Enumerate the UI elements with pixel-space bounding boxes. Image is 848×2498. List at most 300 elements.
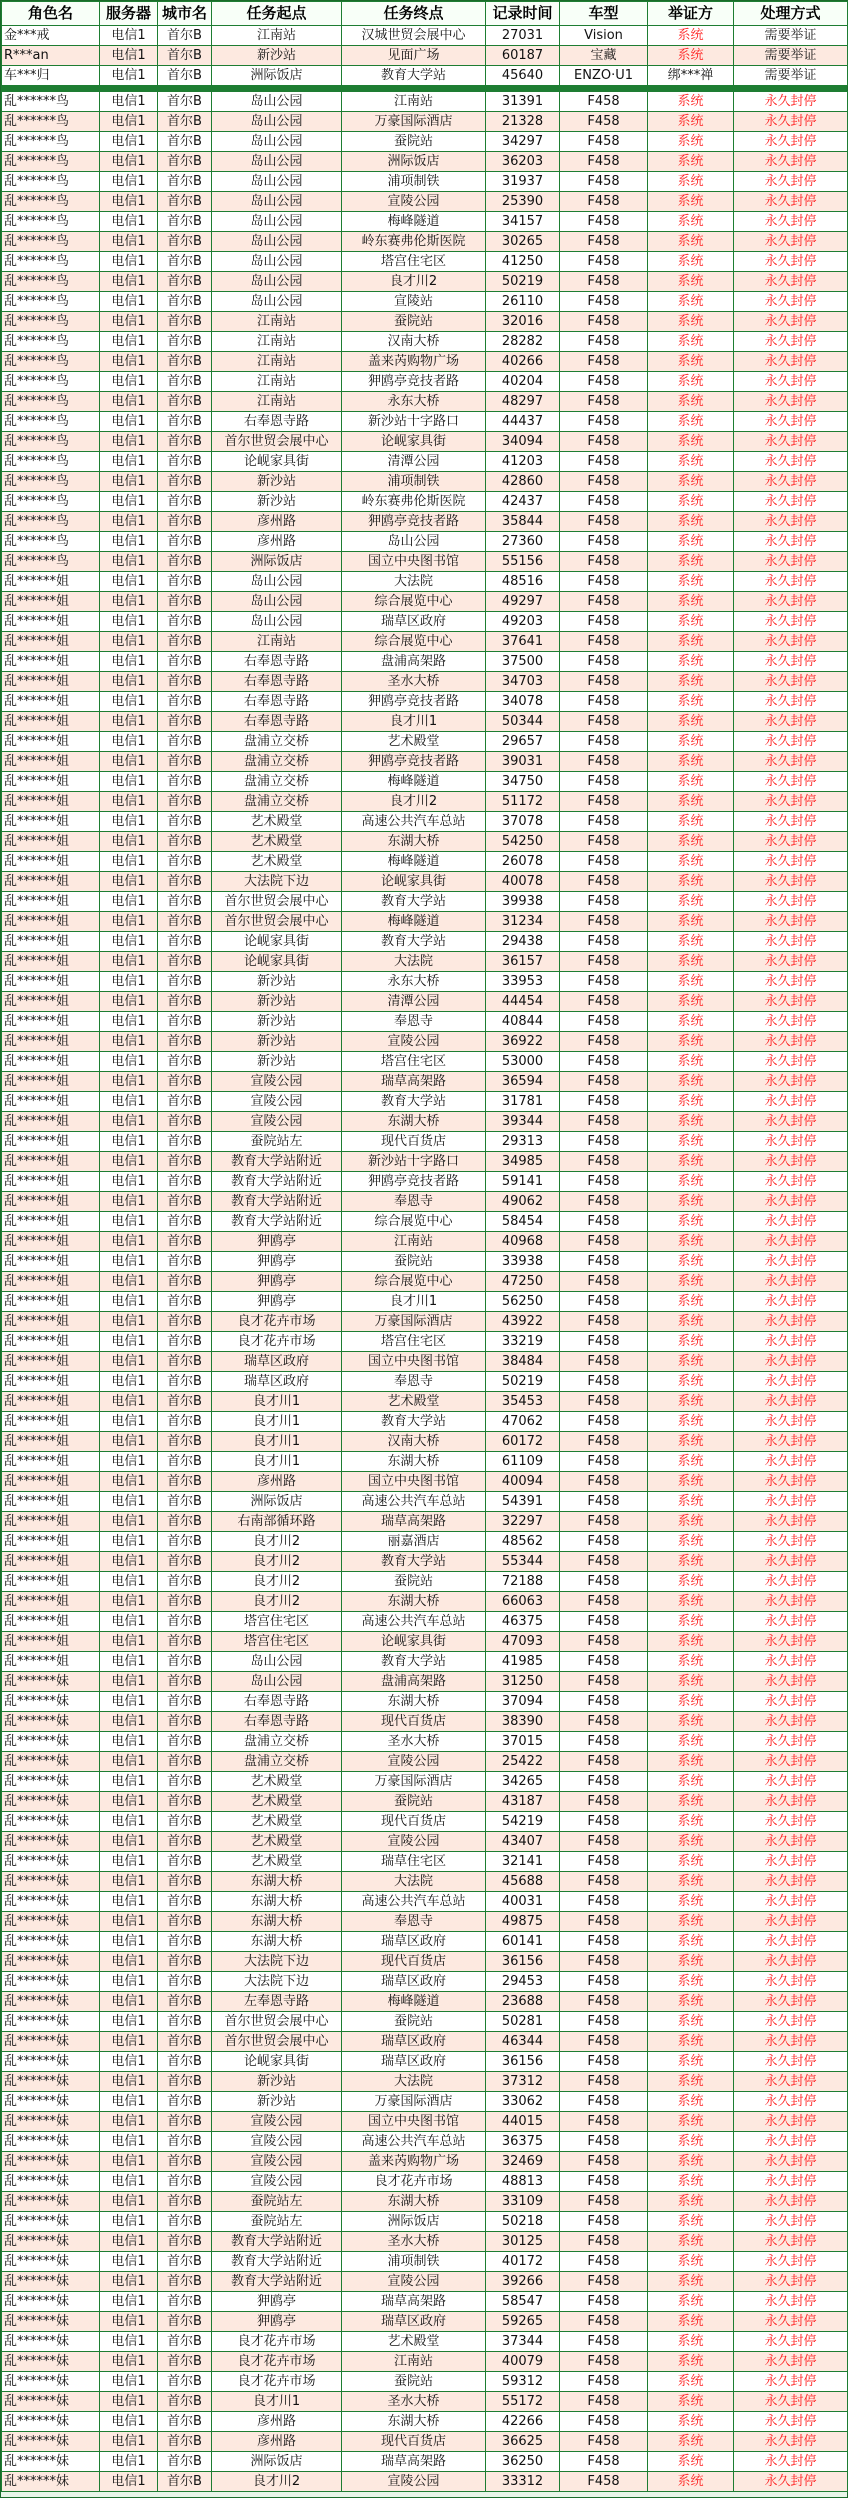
table-row (2, 2132, 848, 2152)
cell-reporter: 系统 (648, 872, 734, 892)
cell-start-point: 良才川1 (212, 1392, 342, 1412)
cell-action: 永久封停 (734, 492, 848, 512)
table-row (2, 552, 848, 572)
cell-city: 首尔B (158, 632, 212, 652)
table-row (2, 352, 848, 372)
cell-role-name: 乱******鸟 (2, 352, 100, 372)
cell-car-model: F458 (560, 312, 648, 332)
cell-record-time: 48297 (486, 392, 560, 412)
cell-server: 电信1 (100, 432, 158, 452)
cell-record-time: 47250 (486, 1272, 560, 1292)
cell-reporter: 绑***禅 (648, 66, 734, 86)
cell-action: 永久封停 (734, 1832, 848, 1852)
cell-end-point: 狎鸥亭竞技者路 (342, 1172, 486, 1192)
cell-role-name: 乱******妹 (2, 1992, 100, 2012)
cell-reporter: 系统 (648, 712, 734, 732)
table-row (2, 292, 848, 312)
cell-car-model: F458 (560, 2472, 648, 2492)
cell-end-point: 综合展览中心 (342, 1212, 486, 1232)
table-row (2, 692, 848, 712)
cell-server: 电信1 (100, 1112, 158, 1132)
cell-action: 永久封停 (734, 1172, 848, 1192)
cell-start-point: 艺术殿堂 (212, 812, 342, 832)
cell-start-point: 良才花卉市场 (212, 2332, 342, 2352)
cell-action: 永久封停 (734, 1392, 848, 1412)
cell-server: 电信1 (100, 1252, 158, 1272)
cell-reporter: 系统 (648, 632, 734, 652)
cell-server: 电信1 (100, 2092, 158, 2112)
cell-action: 永久封停 (734, 1472, 848, 1492)
cell-start-point: 江南站 (212, 332, 342, 352)
cell-server: 电信1 (100, 1452, 158, 1472)
cell-role-name: 乱******鸟 (2, 412, 100, 432)
cell-city: 首尔B (158, 1452, 212, 1472)
header-server: 服务器 (100, 2, 158, 26)
cell-record-time: 44015 (486, 2112, 560, 2132)
cell-action: 永久封停 (734, 1272, 848, 1292)
cell-car-model: F458 (560, 1912, 648, 1932)
cell-role-name: 乱******妹 (2, 2072, 100, 2092)
cell-server: 电信1 (100, 1152, 158, 1172)
cell-car-model: F458 (560, 392, 648, 412)
header-city: 城市名 (158, 2, 212, 26)
cell-server: 电信1 (100, 492, 158, 512)
cell-city: 首尔B (158, 472, 212, 492)
cell-action: 永久封停 (734, 392, 848, 412)
cell-car-model: F458 (560, 1512, 648, 1532)
cell-car-model: F458 (560, 1952, 648, 1972)
table-row (2, 372, 848, 392)
cell-end-point: 万豪国际酒店 (342, 112, 486, 132)
cell-role-name: 乱******姐 (2, 1132, 100, 1152)
cell-action: 永久封停 (734, 1092, 848, 1112)
cell-role-name: 乱******妹 (2, 1932, 100, 1952)
cell-record-time: 47062 (486, 1412, 560, 1432)
cell-car-model: Vision (560, 26, 648, 46)
cell-record-time: 36203 (486, 152, 560, 172)
cell-car-model: F458 (560, 352, 648, 372)
cell-action: 永久封停 (734, 2192, 848, 2212)
cell-server: 电信1 (100, 2152, 158, 2172)
table-row (2, 2212, 848, 2232)
cell-role-name: 乱******鸟 (2, 212, 100, 232)
cell-action: 永久封停 (734, 1212, 848, 1232)
cell-city: 首尔B (158, 1332, 212, 1352)
cell-car-model: F458 (560, 132, 648, 152)
cell-reporter: 系统 (648, 952, 734, 972)
cell-role-name: 乱******姐 (2, 1372, 100, 1392)
cell-car-model: F458 (560, 2132, 648, 2152)
cell-action: 永久封停 (734, 1852, 848, 1872)
cell-reporter: 系统 (648, 1352, 734, 1372)
cell-car-model: F458 (560, 992, 648, 1012)
cell-car-model: F458 (560, 2112, 648, 2132)
cell-start-point: 教育大学站附近 (212, 1152, 342, 1172)
cell-car-model: F458 (560, 1052, 648, 1072)
cell-end-point: 岭东赛弗伦斯医院 (342, 232, 486, 252)
cell-car-model: F458 (560, 612, 648, 632)
table-row (2, 1072, 848, 1092)
cell-reporter: 系统 (648, 512, 734, 532)
cell-role-name: 乱******姐 (2, 1332, 100, 1352)
table-row (2, 952, 848, 972)
cell-reporter: 系统 (648, 2272, 734, 2292)
cell-action: 永久封停 (734, 1932, 848, 1952)
cell-action: 永久封停 (734, 2232, 848, 2252)
cell-action: 永久封停 (734, 2012, 848, 2032)
table-row (2, 192, 848, 212)
cell-record-time: 37344 (486, 2332, 560, 2352)
cell-car-model: F458 (560, 2092, 648, 2112)
cell-car-model: F458 (560, 1752, 648, 1772)
cell-role-name: 乱******妹 (2, 1852, 100, 1872)
ban-rows (2, 92, 848, 2492)
cell-record-time: 39266 (486, 2272, 560, 2292)
cell-action: 永久封停 (734, 512, 848, 532)
cell-action: 永久封停 (734, 1872, 848, 1892)
cell-action: 永久封停 (734, 1052, 848, 1072)
cell-action: 永久封停 (734, 2312, 848, 2332)
table-row (2, 2272, 848, 2292)
cell-role-name: 乱******姐 (2, 1392, 100, 1412)
cell-car-model: F458 (560, 252, 648, 272)
cell-car-model: F458 (560, 1652, 648, 1672)
cell-action: 需要举证 (734, 26, 848, 46)
cell-city: 首尔B (158, 1132, 212, 1152)
table-row (2, 2292, 848, 2312)
cell-end-point: 蚕院站 (342, 1792, 486, 1812)
cell-record-time: 33938 (486, 1252, 560, 1272)
cell-action: 永久封停 (734, 452, 848, 472)
cell-server: 电信1 (100, 1372, 158, 1392)
cell-end-point: 梅峰隧道 (342, 1992, 486, 2012)
cell-car-model: F458 (560, 892, 648, 912)
table-row (2, 2452, 848, 2472)
cell-end-point: 永东大桥 (342, 972, 486, 992)
cell-car-model: F458 (560, 1172, 648, 1192)
cell-record-time: 66063 (486, 1592, 560, 1612)
cell-city: 首尔B (158, 572, 212, 592)
cell-reporter: 系统 (648, 972, 734, 992)
cell-car-model: F458 (560, 492, 648, 512)
cell-start-point: 首尔世贸会展中心 (212, 2012, 342, 2032)
cell-role-name: 乱******姐 (2, 1492, 100, 1512)
cell-start-point: 新沙站 (212, 2072, 342, 2092)
cell-record-time: 32469 (486, 2152, 560, 2172)
cell-start-point: 新沙站 (212, 472, 342, 492)
cell-reporter: 系统 (648, 1432, 734, 1452)
cell-server: 电信1 (100, 1412, 158, 1432)
cell-car-model: F458 (560, 272, 648, 292)
cell-reporter: 系统 (648, 26, 734, 46)
cell-action: 永久封停 (734, 372, 848, 392)
cell-action: 永久封停 (734, 652, 848, 672)
cell-action: 永久封停 (734, 1132, 848, 1152)
cell-end-point: 良才川1 (342, 1292, 486, 1312)
cell-reporter: 系统 (648, 292, 734, 312)
cell-role-name: 乱******姐 (2, 732, 100, 752)
cell-record-time: 21328 (486, 112, 560, 132)
cell-car-model: F458 (560, 452, 648, 472)
cell-car-model: F458 (560, 432, 648, 452)
cell-reporter: 系统 (648, 752, 734, 772)
cell-end-point: 教育大学站 (342, 1092, 486, 1112)
table-row (2, 1672, 848, 1692)
cell-end-point: 东湖大桥 (342, 1592, 486, 1612)
cell-end-point: 宣陵公园 (342, 192, 486, 212)
cell-record-time: 46375 (486, 1612, 560, 1632)
cell-reporter: 系统 (648, 2452, 734, 2472)
cell-server: 电信1 (100, 392, 158, 412)
header-start-point: 任务起点 (212, 2, 342, 26)
cell-end-point: 瑞草区政府 (342, 1972, 486, 1992)
cell-server: 电信1 (100, 1012, 158, 1032)
table-row (2, 2312, 848, 2332)
cell-end-point: 高速公共汽车总站 (342, 1612, 486, 1632)
cell-action: 永久封停 (734, 412, 848, 432)
cell-role-name: 乱******姐 (2, 1292, 100, 1312)
cell-city: 首尔B (158, 1612, 212, 1632)
cell-end-point: 宣陵公园 (342, 1752, 486, 1772)
cell-reporter: 系统 (648, 1272, 734, 1292)
cell-server: 电信1 (100, 2052, 158, 2072)
cell-city: 首尔B (158, 1472, 212, 1492)
cell-start-point: 岛山公园 (212, 172, 342, 192)
cell-reporter: 系统 (648, 732, 734, 752)
header-car-model: 车型 (560, 2, 648, 26)
cell-record-time: 49203 (486, 612, 560, 632)
cell-reporter: 系统 (648, 1692, 734, 1712)
cell-reporter: 系统 (648, 2332, 734, 2352)
cell-start-point: 宣陵公园 (212, 1072, 342, 1092)
cell-end-point: 教育大学站 (342, 932, 486, 952)
table-row (2, 1832, 848, 1852)
cell-city: 首尔B (158, 1892, 212, 1912)
cell-record-time: 25390 (486, 192, 560, 212)
cell-start-point: 良才川1 (212, 1432, 342, 1452)
cell-action: 永久封停 (734, 912, 848, 932)
cell-reporter: 系统 (648, 1992, 734, 2012)
cell-city: 首尔B (158, 1272, 212, 1292)
cell-server: 电信1 (100, 1392, 158, 1412)
cell-car-model: F458 (560, 852, 648, 872)
cell-city: 首尔B (158, 2332, 212, 2352)
cell-end-point: 教育大学站 (342, 1552, 486, 1572)
cell-action: 永久封停 (734, 2072, 848, 2092)
cell-city: 首尔B (158, 992, 212, 1012)
cell-action: 永久封停 (734, 1372, 848, 1392)
cell-reporter: 系统 (648, 1632, 734, 1652)
cell-reporter: 系统 (648, 992, 734, 1012)
table-row (2, 532, 848, 552)
cell-record-time: 33312 (486, 2472, 560, 2492)
cell-reporter: 系统 (648, 1892, 734, 1912)
cell-role-name: R***an (2, 46, 100, 66)
cell-server: 电信1 (100, 1632, 158, 1652)
table-row (2, 852, 848, 872)
cell-server: 电信1 (100, 612, 158, 632)
table-row (2, 1732, 848, 1752)
cell-record-time: 32016 (486, 312, 560, 332)
cell-reporter: 系统 (648, 492, 734, 512)
cell-city: 首尔B (158, 2432, 212, 2452)
cell-end-point: 蚕院站 (342, 1252, 486, 1272)
cell-reporter: 系统 (648, 272, 734, 292)
table-row (2, 2012, 848, 2032)
cell-record-time: 43407 (486, 1832, 560, 1852)
table-row (2, 2252, 848, 2272)
cell-start-point: 论岘家具街 (212, 2052, 342, 2072)
cell-car-model: F458 (560, 1612, 648, 1632)
cell-reporter: 系统 (648, 1772, 734, 1792)
cell-action: 永久封停 (734, 972, 848, 992)
cell-car-model: F458 (560, 792, 648, 812)
cell-record-time: 34703 (486, 672, 560, 692)
cell-action: 永久封停 (734, 692, 848, 712)
cell-role-name: 乱******姐 (2, 1632, 100, 1652)
cell-server: 电信1 (100, 1552, 158, 1572)
cell-role-name: 乱******姐 (2, 632, 100, 652)
cell-role-name: 乱******妹 (2, 2412, 100, 2432)
cell-city: 首尔B (158, 612, 212, 632)
table-row (2, 1252, 848, 1272)
cell-server: 电信1 (100, 892, 158, 912)
cell-role-name: 乱******姐 (2, 1312, 100, 1332)
cell-record-time: 34265 (486, 1772, 560, 1792)
cell-car-model: F458 (560, 772, 648, 792)
cell-end-point: 国立中央图书馆 (342, 1472, 486, 1492)
cell-role-name: 乱******妹 (2, 2112, 100, 2132)
cell-role-name: 乱******姐 (2, 932, 100, 952)
cell-city: 首尔B (158, 2152, 212, 2172)
cell-start-point: 蚕院站左 (212, 2212, 342, 2232)
cell-record-time: 35453 (486, 1392, 560, 1412)
cell-action: 永久封停 (734, 2412, 848, 2432)
cell-action: 永久封停 (734, 772, 848, 792)
table-row (2, 612, 848, 632)
table-row (2, 1172, 848, 1192)
table-row (2, 1452, 848, 1472)
table-row (2, 1512, 848, 1532)
cell-start-point: 江南站 (212, 26, 342, 46)
cell-end-point: 宣陵公园 (342, 1032, 486, 1052)
cell-action: 永久封停 (734, 332, 848, 352)
cell-reporter: 系统 (648, 2392, 734, 2412)
table-row (2, 1472, 848, 1492)
cell-end-point: 江南站 (342, 2352, 486, 2372)
cell-role-name: 乱******妹 (2, 1692, 100, 1712)
cell-server: 电信1 (100, 1492, 158, 1512)
cell-city: 首尔B (158, 1632, 212, 1652)
cell-end-point: 现代百货店 (342, 1712, 486, 1732)
cell-car-model: F458 (560, 1272, 648, 1292)
cell-city: 首尔B (158, 2272, 212, 2292)
table-row (2, 1872, 848, 1892)
table-row (2, 1992, 848, 2012)
cell-car-model: F458 (560, 532, 648, 552)
cell-start-point: 论岘家具街 (212, 952, 342, 972)
cell-start-point: 岛山公园 (212, 92, 342, 112)
cell-record-time: 55344 (486, 1552, 560, 1572)
cell-city: 首尔B (158, 1692, 212, 1712)
cell-end-point: 宣陵公园 (342, 2472, 486, 2492)
cell-server: 电信1 (100, 2232, 158, 2252)
cell-end-point: 圣水大桥 (342, 1732, 486, 1752)
cell-action: 永久封停 (734, 1532, 848, 1552)
cell-end-point: 丽嘉酒店 (342, 1532, 486, 1552)
cell-city: 首尔B (158, 1232, 212, 1252)
cell-role-name: 乱******姐 (2, 1192, 100, 1212)
cell-action: 永久封停 (734, 1072, 848, 1092)
cell-end-point: 清潭公园 (342, 452, 486, 472)
table-row (2, 2092, 848, 2112)
header-table (1, 1, 848, 86)
cell-city: 首尔B (158, 1352, 212, 1372)
cell-server: 电信1 (100, 1652, 158, 1672)
cell-start-point: 良才川2 (212, 1572, 342, 1592)
cell-record-time: 40844 (486, 1012, 560, 1032)
cell-start-point: 盘浦立交桥 (212, 1732, 342, 1752)
cell-server: 电信1 (100, 752, 158, 772)
cell-start-point: 蚕院站左 (212, 1132, 342, 1152)
table-row (2, 132, 848, 152)
cell-record-time: 32297 (486, 1512, 560, 1532)
cell-city: 首尔B (158, 592, 212, 612)
cell-server: 电信1 (100, 1192, 158, 1212)
cell-end-point: 塔宫住宅区 (342, 252, 486, 272)
cell-action: 永久封停 (734, 812, 848, 832)
cell-server: 电信1 (100, 1612, 158, 1632)
cell-start-point: 狎鸥亭 (212, 1232, 342, 1252)
cell-car-model: F458 (560, 1552, 648, 1572)
cell-reporter: 系统 (648, 432, 734, 452)
cell-end-point: 汉南大桥 (342, 1432, 486, 1452)
cell-start-point: 艺术殿堂 (212, 1772, 342, 1792)
cell-city: 首尔B (158, 352, 212, 372)
cell-city: 首尔B (158, 1412, 212, 1432)
cell-server: 电信1 (100, 272, 158, 292)
cell-car-model: F458 (560, 1532, 648, 1552)
cell-start-point: 洲际饭店 (212, 1492, 342, 1512)
cell-action: 永久封停 (734, 1192, 848, 1212)
cell-city: 首尔B (158, 26, 212, 46)
table-row (2, 2352, 848, 2372)
table-row (2, 1792, 848, 1812)
cell-action: 永久封停 (734, 1492, 848, 1512)
cell-reporter: 系统 (648, 652, 734, 672)
cell-start-point: 左奉恩寺路 (212, 1992, 342, 2012)
cell-role-name: 乱******妹 (2, 2292, 100, 2312)
cell-start-point: 教育大学站附近 (212, 1192, 342, 1212)
cell-start-point: 右奉恩寺路 (212, 672, 342, 692)
cell-end-point: 瑞草区政府 (342, 612, 486, 632)
table-row (2, 1932, 848, 1952)
cell-start-point: 岛山公园 (212, 112, 342, 132)
cell-city: 首尔B (158, 732, 212, 752)
cell-reporter: 系统 (648, 1012, 734, 1032)
cell-city: 首尔B (158, 2172, 212, 2192)
cell-city: 首尔B (158, 1072, 212, 1092)
cell-reporter: 系统 (648, 1132, 734, 1152)
cell-car-model: F458 (560, 872, 648, 892)
cell-action: 永久封停 (734, 892, 848, 912)
cell-record-time: 37500 (486, 652, 560, 672)
cell-role-name: 乱******姐 (2, 1452, 100, 1472)
cell-car-model: F458 (560, 372, 648, 392)
cell-reporter: 系统 (648, 2212, 734, 2232)
cell-server: 电信1 (100, 1792, 158, 1812)
cell-car-model: F458 (560, 672, 648, 692)
